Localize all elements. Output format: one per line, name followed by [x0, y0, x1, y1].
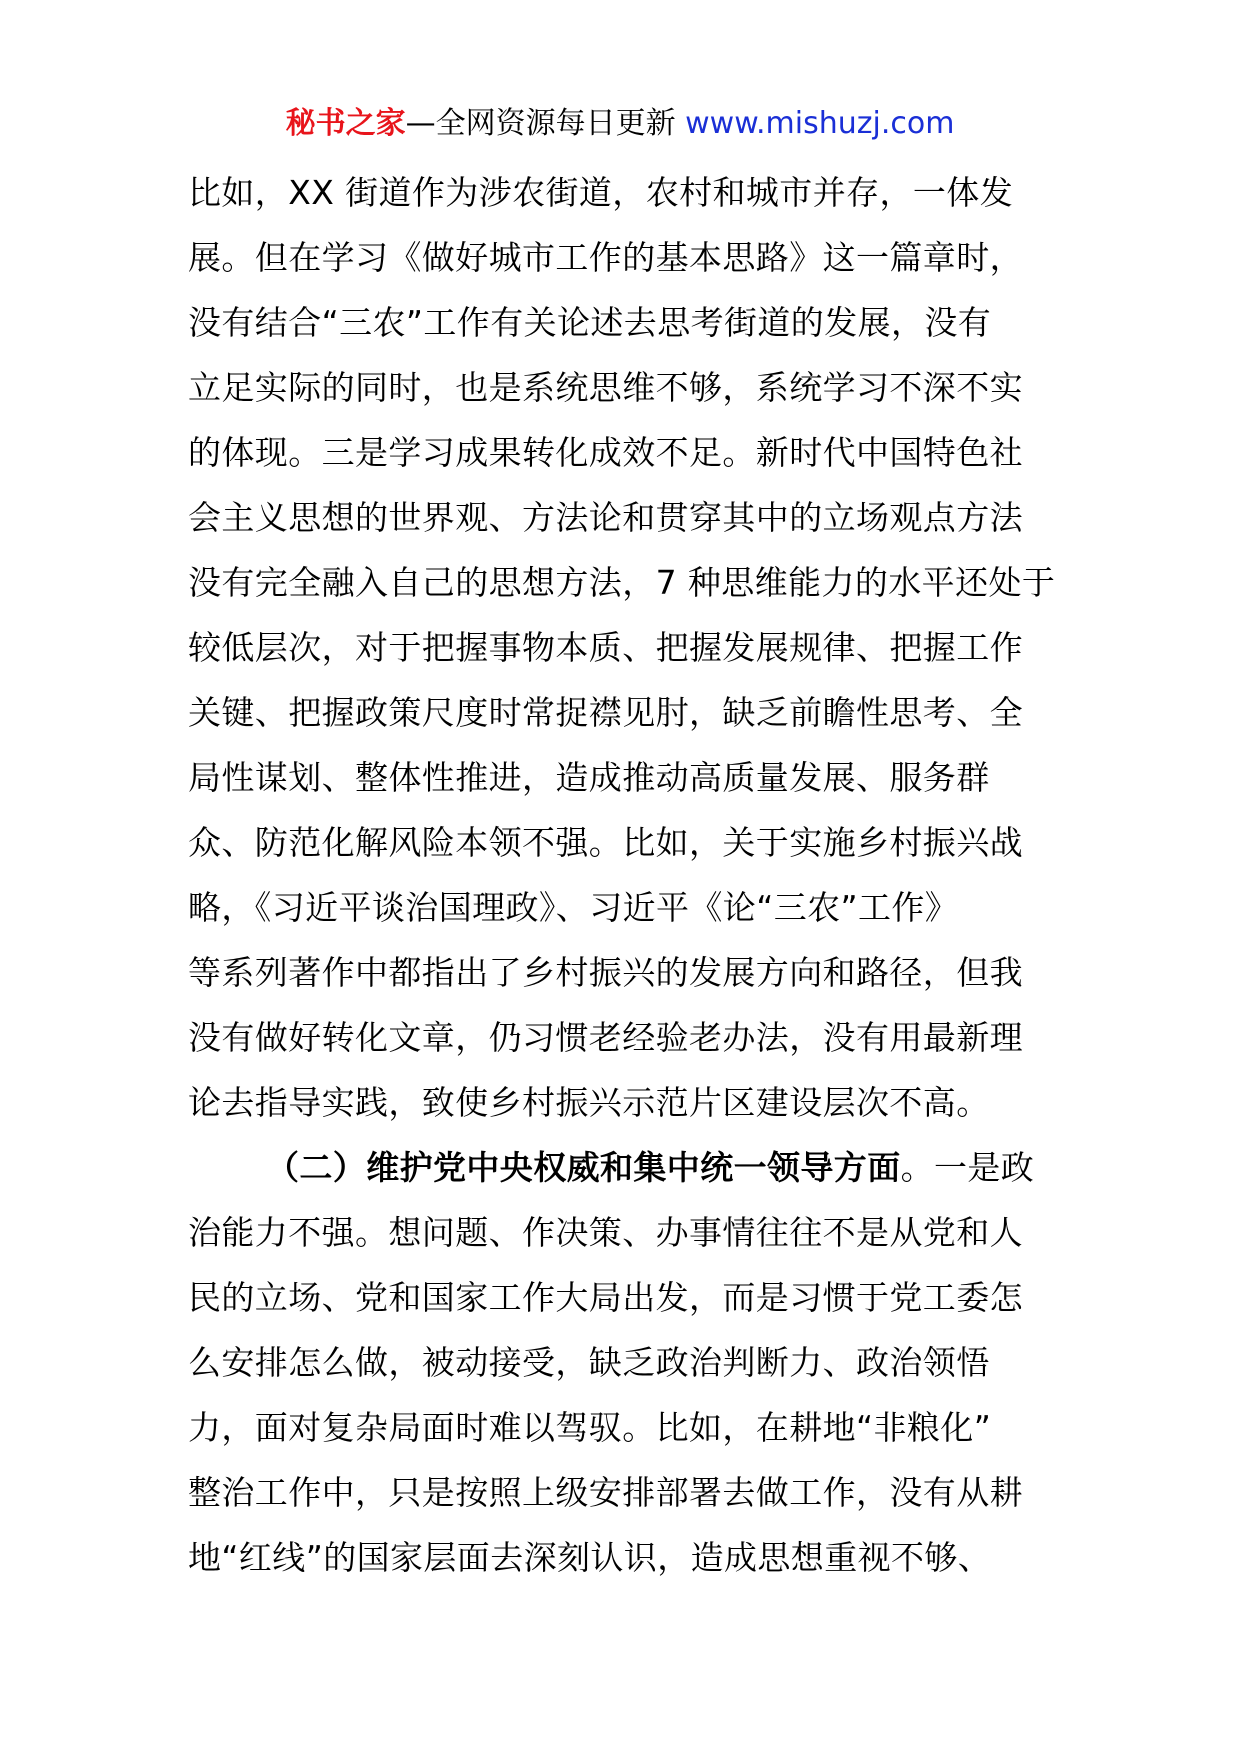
text-line: 众、防范化解风险本领不强。比如，关于实施乡村振兴战: [188, 823, 1023, 862]
page-header: [0, 102, 1240, 146]
text-line: 局性谋划、整体性推进，造成推动高质量发展、服务群: [188, 758, 990, 797]
text-line: 民的立场、党和国家工作大局出发，而是习惯于党工委怎: [188, 1278, 1023, 1317]
brand-name: 秘书之家: [285, 106, 406, 141]
text-line: 展。但在学习《做好城市工作的基本思路》这一篇章时，: [188, 238, 1023, 277]
text-line: 整治工作中，只是按照上级安排部署去做工作，没有从耕: [188, 1473, 1023, 1512]
text-line: 没有完全融入自己的思想方法，7 种思维能力的水平还处于: [188, 563, 1056, 602]
text-line: 么安排怎么做，被动接受，缺乏政治判断力、政治领悟: [188, 1343, 990, 1382]
text-line: 会主义思想的世界观、方法论和贯穿其中的立场观点方法: [188, 498, 1023, 537]
section-heading: （二）维护党中央权威和集中统一领导方面: [266, 1148, 901, 1187]
text-line: 较低层次，对于把握事物本质、把握发展规律、把握工作: [188, 628, 1023, 667]
section-heading-tail: 。一是政: [900, 1148, 1035, 1187]
text-line: 论去指导实践，致使乡村振兴示范片区建设层次不高。: [188, 1083, 990, 1122]
text-line: 立足实际的同时，也是系统思维不够，系统学习不深不实: [188, 368, 1023, 407]
text-line: 关键、把握政策尺度时常捉襟见肘，缺乏前瞻性思考、全: [188, 693, 1023, 732]
text-line: 治能力不强。想问题、作决策、办事情往往不是从党和人: [188, 1213, 1023, 1252]
website-link[interactable]: www.mishuzj.com: [685, 106, 955, 141]
text-line: 力，面对复杂局面时难以驾驭。比如，在耕地“非粮化”: [188, 1408, 992, 1447]
text-line: 地“红线”的国家层面去深刻认识，造成思想重视不够、: [188, 1538, 992, 1577]
text-line: 没有做好转化文章，仍习惯老经验老办法，没有用最新理: [188, 1018, 1023, 1057]
text-line: 比如，XX 街道作为涉农街道，农村和城市并存，一体发: [188, 173, 1014, 212]
document-body: [188, 160, 1058, 1590]
text-line: 等系列著作中都指出了乡村振兴的发展方向和路径，但我: [188, 953, 1023, 992]
text-line: 的体现。三是学习成果转化成效不足。新时代中国特色社: [188, 433, 1023, 472]
header-tagline: —全网资源每日更新: [405, 106, 676, 141]
text-line: 略，《习近平谈治国理政》、习近平《论“三农”工作》: [188, 888, 959, 927]
text-line: 没有结合“三农”工作有关论述去思考街道的发展，没有: [188, 303, 992, 342]
section-heading-line: [188, 1135, 1058, 1200]
